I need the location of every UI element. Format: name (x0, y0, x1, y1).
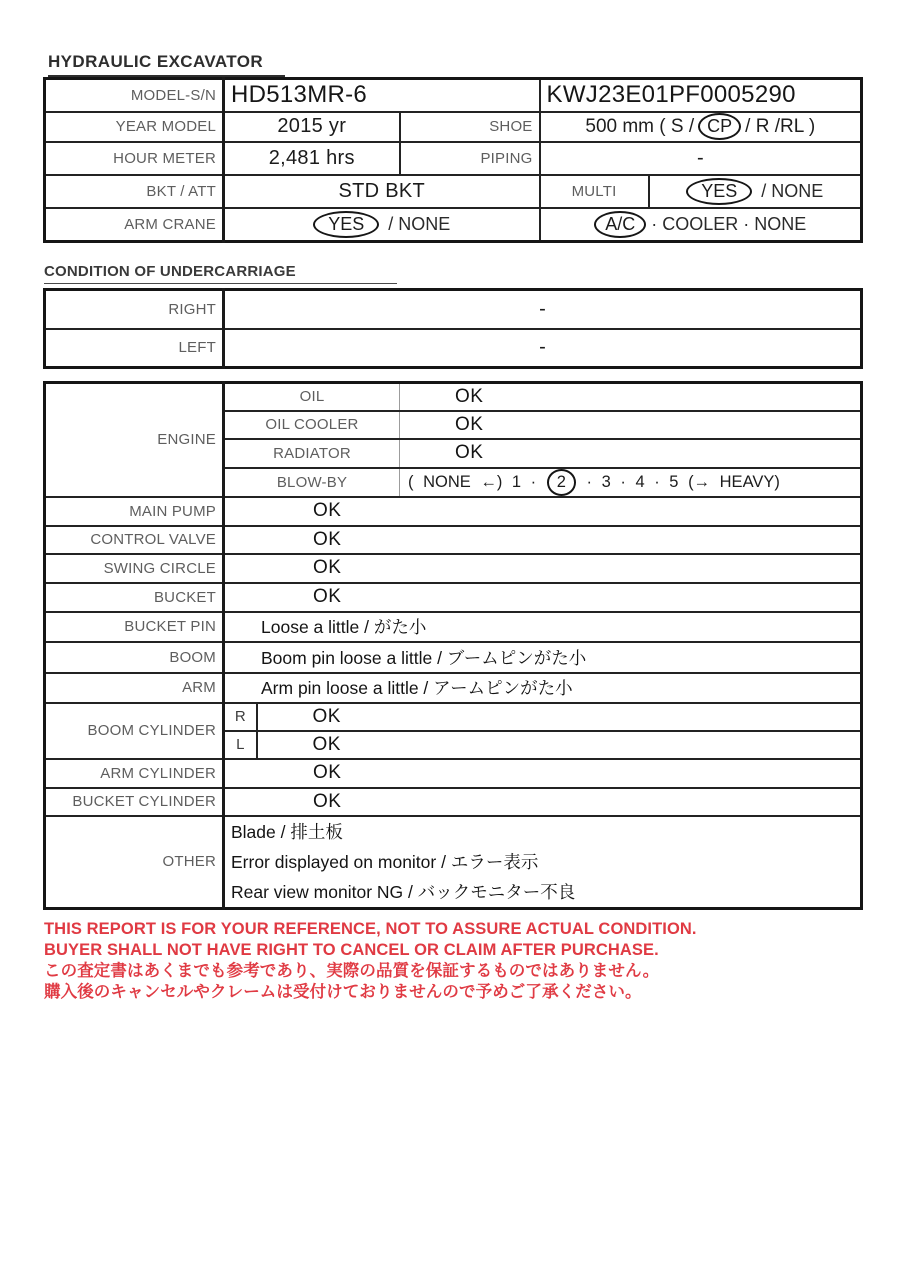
piping-value: - (540, 142, 862, 175)
multi-label: MULTI (540, 175, 649, 208)
table-row (45, 329, 862, 368)
boom-label: BOOM (45, 642, 224, 673)
table-row (45, 554, 862, 583)
table-row (45, 612, 862, 642)
table-row (45, 112, 862, 142)
multi-value-rest: / NONE (761, 180, 824, 201)
swing-circle-label: SWING CIRCLE (45, 554, 224, 583)
table-row (45, 79, 862, 112)
boom-cylinder-l-label: L (224, 731, 257, 759)
table-row (45, 673, 862, 703)
bucket-label: BUCKET (45, 583, 224, 612)
model-sn-label: MODEL-S/N (45, 79, 224, 112)
shoe-value-prefix: 500 mm ( S / (585, 115, 695, 137)
bkt-att-label: BKT / ATT (45, 175, 224, 208)
other-line-blade: Blade / 排土板 (231, 822, 343, 842)
model-value: HD513MR-6 (224, 79, 540, 112)
boom-cylinder-r-label: R (224, 703, 257, 731)
table-row (45, 788, 862, 816)
engine-oil-label: OIL (224, 383, 400, 411)
bucket-pin-value: Loose a little / がた小 (224, 612, 862, 642)
control-valve-label: CONTROL VALVE (45, 526, 224, 554)
disclaimer-line-1: THIS REPORT IS FOR YOUR REFERENCE, NOT TO ASSURE ACTUAL CONDITION. (44, 920, 697, 938)
piping-label: PIPING (400, 142, 540, 175)
control-valve-value: OK (224, 526, 862, 554)
disclaimer-text (44, 919, 784, 1003)
table-row (45, 759, 862, 788)
engine-radiator-label: RADIATOR (224, 439, 400, 468)
year-model-label: YEAR MODEL (45, 112, 224, 142)
arm-cylinder-label: ARM CYLINDER (45, 759, 224, 788)
serial-value: KWJ23E01PF0005290 (540, 79, 862, 112)
engine-label: ENGINE (45, 383, 224, 497)
arm-label: ARM (45, 673, 224, 703)
hour-meter-value: 2,481 hrs (224, 142, 400, 175)
bucket-cylinder-label: BUCKET CYLINDER (45, 788, 224, 816)
other-line-monitor-error: Error displayed on monitor / エラー表示 (231, 852, 539, 872)
table-row (45, 290, 862, 329)
shoe-value (540, 112, 862, 142)
boom-cylinder-label: BOOM CYLINDER (45, 703, 224, 759)
arm-crane-label: ARM CRANE (45, 208, 224, 242)
arm-crane-value-rest: / NONE (388, 213, 451, 234)
engine-radiator-value: OK (400, 439, 862, 468)
multi-circled-option: YES (686, 178, 752, 205)
table-row (45, 703, 862, 731)
arm-value: Arm pin loose a little / アームピンがた小 (224, 673, 862, 703)
left-track-value: - (224, 329, 862, 368)
shoe-value-suffix: / R /RL ) (745, 115, 816, 137)
ac-circled-option: A/C (594, 211, 646, 238)
blowby-scale-suffix: · 3 · 4 · 5 (→ HEAVY) (586, 472, 780, 491)
arm-crane-value (224, 208, 540, 242)
boom-cylinder-l-value: OK (257, 731, 862, 759)
main-pump-value: OK (224, 497, 862, 526)
blowby-scale-prefix: ( NONE ←) 1 · (408, 472, 537, 491)
engine-blowby-value (400, 468, 862, 497)
boom-value: Boom pin loose a little / ブームピンがた小 (224, 642, 862, 673)
arm-cylinder-value: OK (224, 759, 862, 788)
other-label: OTHER (45, 816, 224, 909)
table-row (45, 497, 862, 526)
disclaimer-line-3: この査定書はあくまでも参考であり、実際の品質を保証するものではありません。 (44, 962, 660, 980)
bucket-value: OK (224, 583, 862, 612)
main-pump-label: MAIN PUMP (45, 497, 224, 526)
table-row (45, 642, 862, 673)
ac-value-rest: · COOLER · NONE (651, 213, 807, 234)
engine-oil-cooler-label: OIL COOLER (224, 411, 400, 439)
bucket-cylinder-value: OK (224, 788, 862, 816)
swing-circle-value: OK (224, 554, 862, 583)
hour-meter-label: HOUR METER (45, 142, 224, 175)
undercarriage-heading: CONDITION OF UNDERCARRIAGE (44, 263, 397, 284)
arm-crane-circled-option: YES (313, 211, 379, 238)
boom-cylinder-r-value: OK (257, 703, 862, 731)
engine-oil-cooler-value: OK (400, 411, 862, 439)
left-track-label: LEFT (45, 329, 224, 368)
ac-cooler-value (540, 208, 862, 242)
shoe-circled-option: CP (698, 113, 741, 140)
page-title: HYDRAULIC EXCAVATOR (48, 52, 285, 77)
disclaimer-line-4: 購入後のキャンセルやクレームは受付けておりませんので予めご了承ください。 (44, 983, 642, 1001)
disclaimer-line-2: BUYER SHALL NOT HAVE RIGHT TO CANCEL OR CLAIM AFTER PURCHASE. (44, 941, 659, 959)
blowby-circled-rating: 2 (547, 469, 576, 496)
table-row (45, 142, 862, 175)
shoe-label: SHOE (400, 112, 540, 142)
other-value (224, 816, 862, 909)
undercarriage-table (43, 288, 863, 369)
right-track-value: - (224, 290, 862, 329)
table-row (45, 175, 862, 208)
right-track-label: RIGHT (45, 290, 224, 329)
engine-blowby-label: BLOW-BY (224, 468, 400, 497)
table-row (45, 208, 862, 242)
other-line-rear-monitor: Rear view monitor NG / バックモニター不良 (231, 882, 576, 902)
multi-value (649, 175, 862, 208)
table-row (45, 526, 862, 554)
condition-table (43, 381, 863, 910)
year-model-value: 2015 yr (224, 112, 400, 142)
table-row (45, 816, 862, 909)
bkt-att-value: STD BKT (224, 175, 540, 208)
engine-oil-value: OK (400, 383, 862, 411)
spec-table (43, 77, 863, 243)
table-row (45, 583, 862, 612)
bucket-pin-label: BUCKET PIN (45, 612, 224, 642)
table-row (45, 383, 862, 411)
